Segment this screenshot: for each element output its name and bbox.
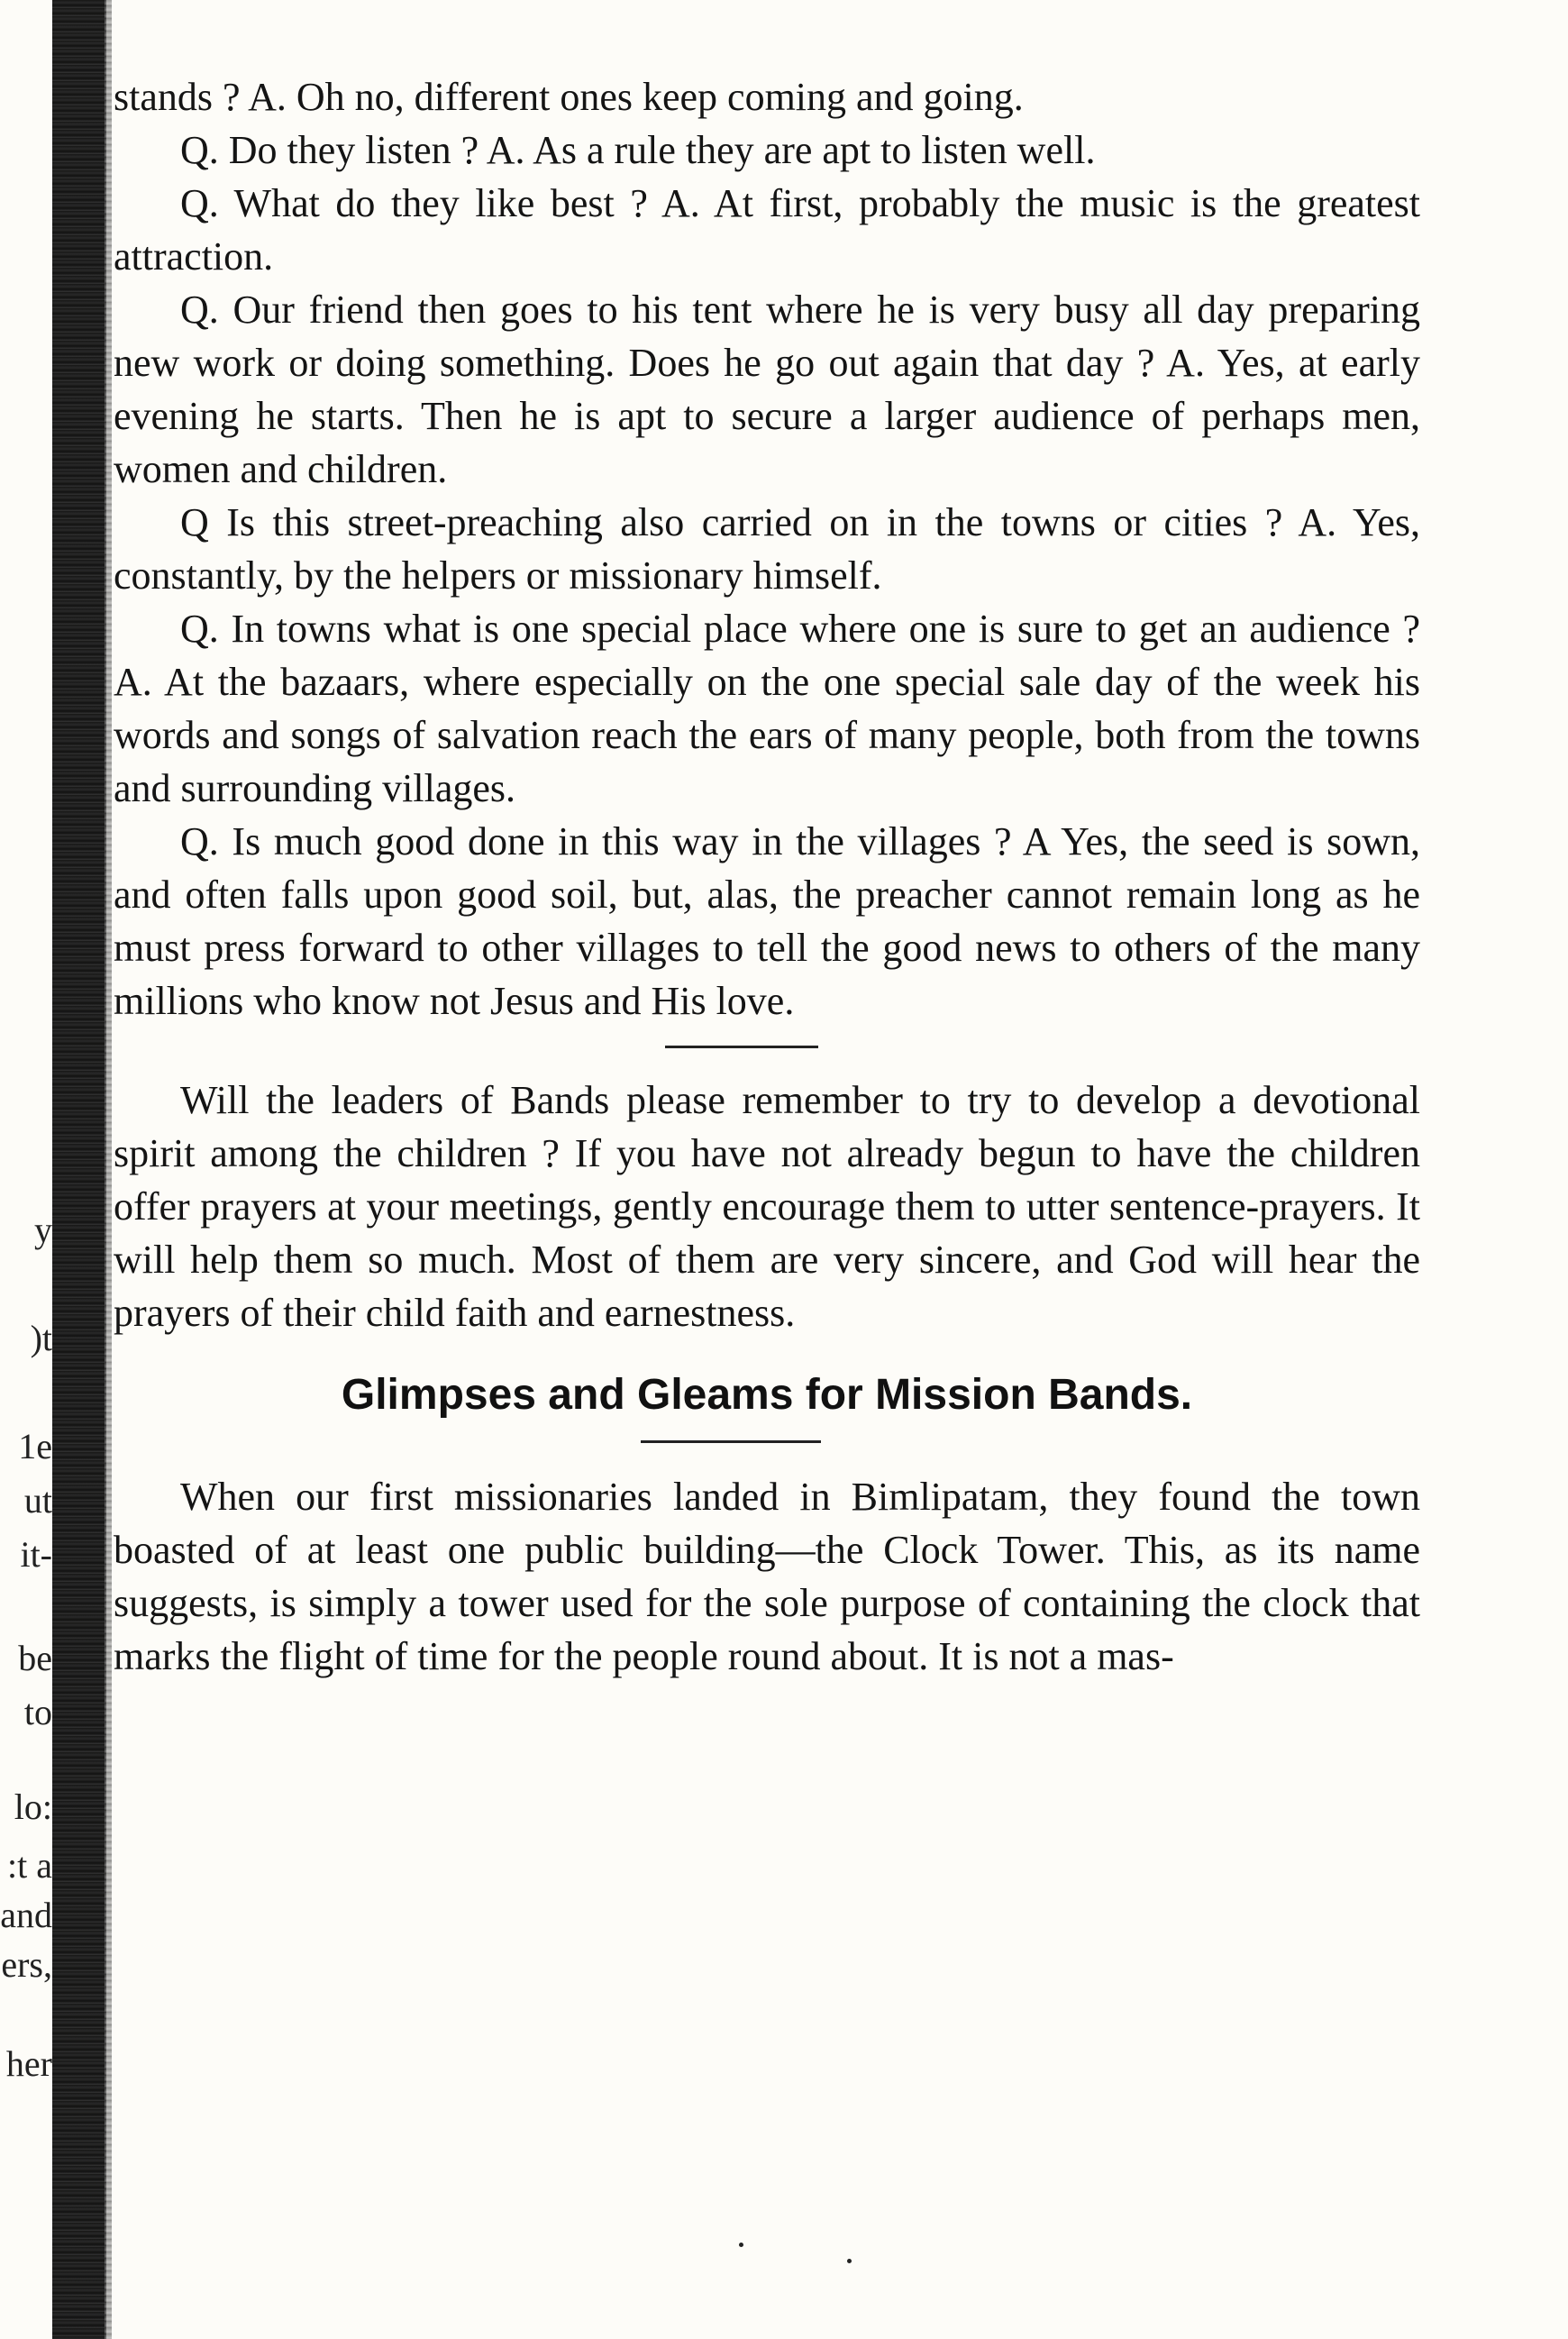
- ink-speck: [847, 2259, 852, 2263]
- margin-fragment: lo:: [14, 1786, 52, 1827]
- qa-paragraph: Q. What do they like best ? A. At first, probably the music is the greatest attraction.: [114, 181, 1420, 279]
- margin-fragment: to: [23, 1692, 52, 1732]
- qa-paragraph: Q. Do they listen ? A. As a rule they are apt to listen well.: [180, 128, 1096, 172]
- margin-fragment: and: [0, 1895, 52, 1935]
- margin-fragment: it-: [20, 1534, 52, 1575]
- leaders-notice-paragraph: Will the leaders of Bands please remember to try to develop a devotional spirit among the children ? If you have not already begun to have the children offer prayers at your meetings, gently encourage them to utter sentence-prayers. It will help them so much. Most of them are very sincere, and God will hear the prayers of their child faith and earnestness.: [114, 1078, 1420, 1335]
- qa-paragraph: Q Is this street-preaching also carried on in the towns or cities ? A. Yes, constantly, by the helpers or missionary himself.: [114, 500, 1420, 598]
- qa-paragraph: Q. In towns what is one special place where one is sure to get an audience ? A. At the bazaars, where especially on the one special sale day of the week his words and songs of salvation reach the ears of many people, both from the towns and surrounding villages.: [114, 607, 1420, 810]
- margin-fragment: :t a: [7, 1845, 52, 1886]
- qa-paragraph: stands ? A. Oh no, different ones keep coming and going.: [114, 75, 1024, 119]
- ink-speck: [739, 2243, 743, 2247]
- margin-fragment: her: [5, 2043, 52, 2084]
- heading-divider: [641, 1440, 821, 1443]
- margin-fragment: )t: [30, 1318, 52, 1358]
- qa-paragraph: Q. Is much good done in this way in the villages ? A Yes, the seed is sown, and often falls upon good soil, but, alas, the preacher cannot remain long as he must press forward to other villages to tell the good news to others of the many millions who know not Jesus and His love.: [114, 819, 1420, 1023]
- margin-fragment: ers,: [1, 1944, 52, 1985]
- margin-fragment: y: [34, 1210, 52, 1250]
- section-divider: [665, 1046, 818, 1048]
- print-specks: [739, 2235, 883, 2271]
- margin-fragment: ut: [23, 1480, 52, 1521]
- margin-fragment: be: [18, 1638, 52, 1678]
- qa-paragraph: Q. Our friend then goes to his tent where he is very busy all day preparing new work or doing something. Does he go out again that day ? A. Yes, at early evening he starts. Then he is apt to secure a larger audience of perhaps men, women and children.: [114, 288, 1420, 491]
- margin-fragment: 1e: [18, 1426, 52, 1466]
- page-column: [114, 70, 1420, 1683]
- section-heading: Glimpses and Gleams for Mission Bands.: [341, 1371, 1193, 1419]
- page-gutter: [52, 0, 106, 2339]
- article-paragraph: When our first missionaries landed in Bimlipatam, they found the town boasted of at least one public building—the Clock Tower. This, as its name suggests, is simply a tower used for the sole purpose of containing the clock that marks the flight of time for the people round about. It is not a mas-: [114, 1475, 1420, 1678]
